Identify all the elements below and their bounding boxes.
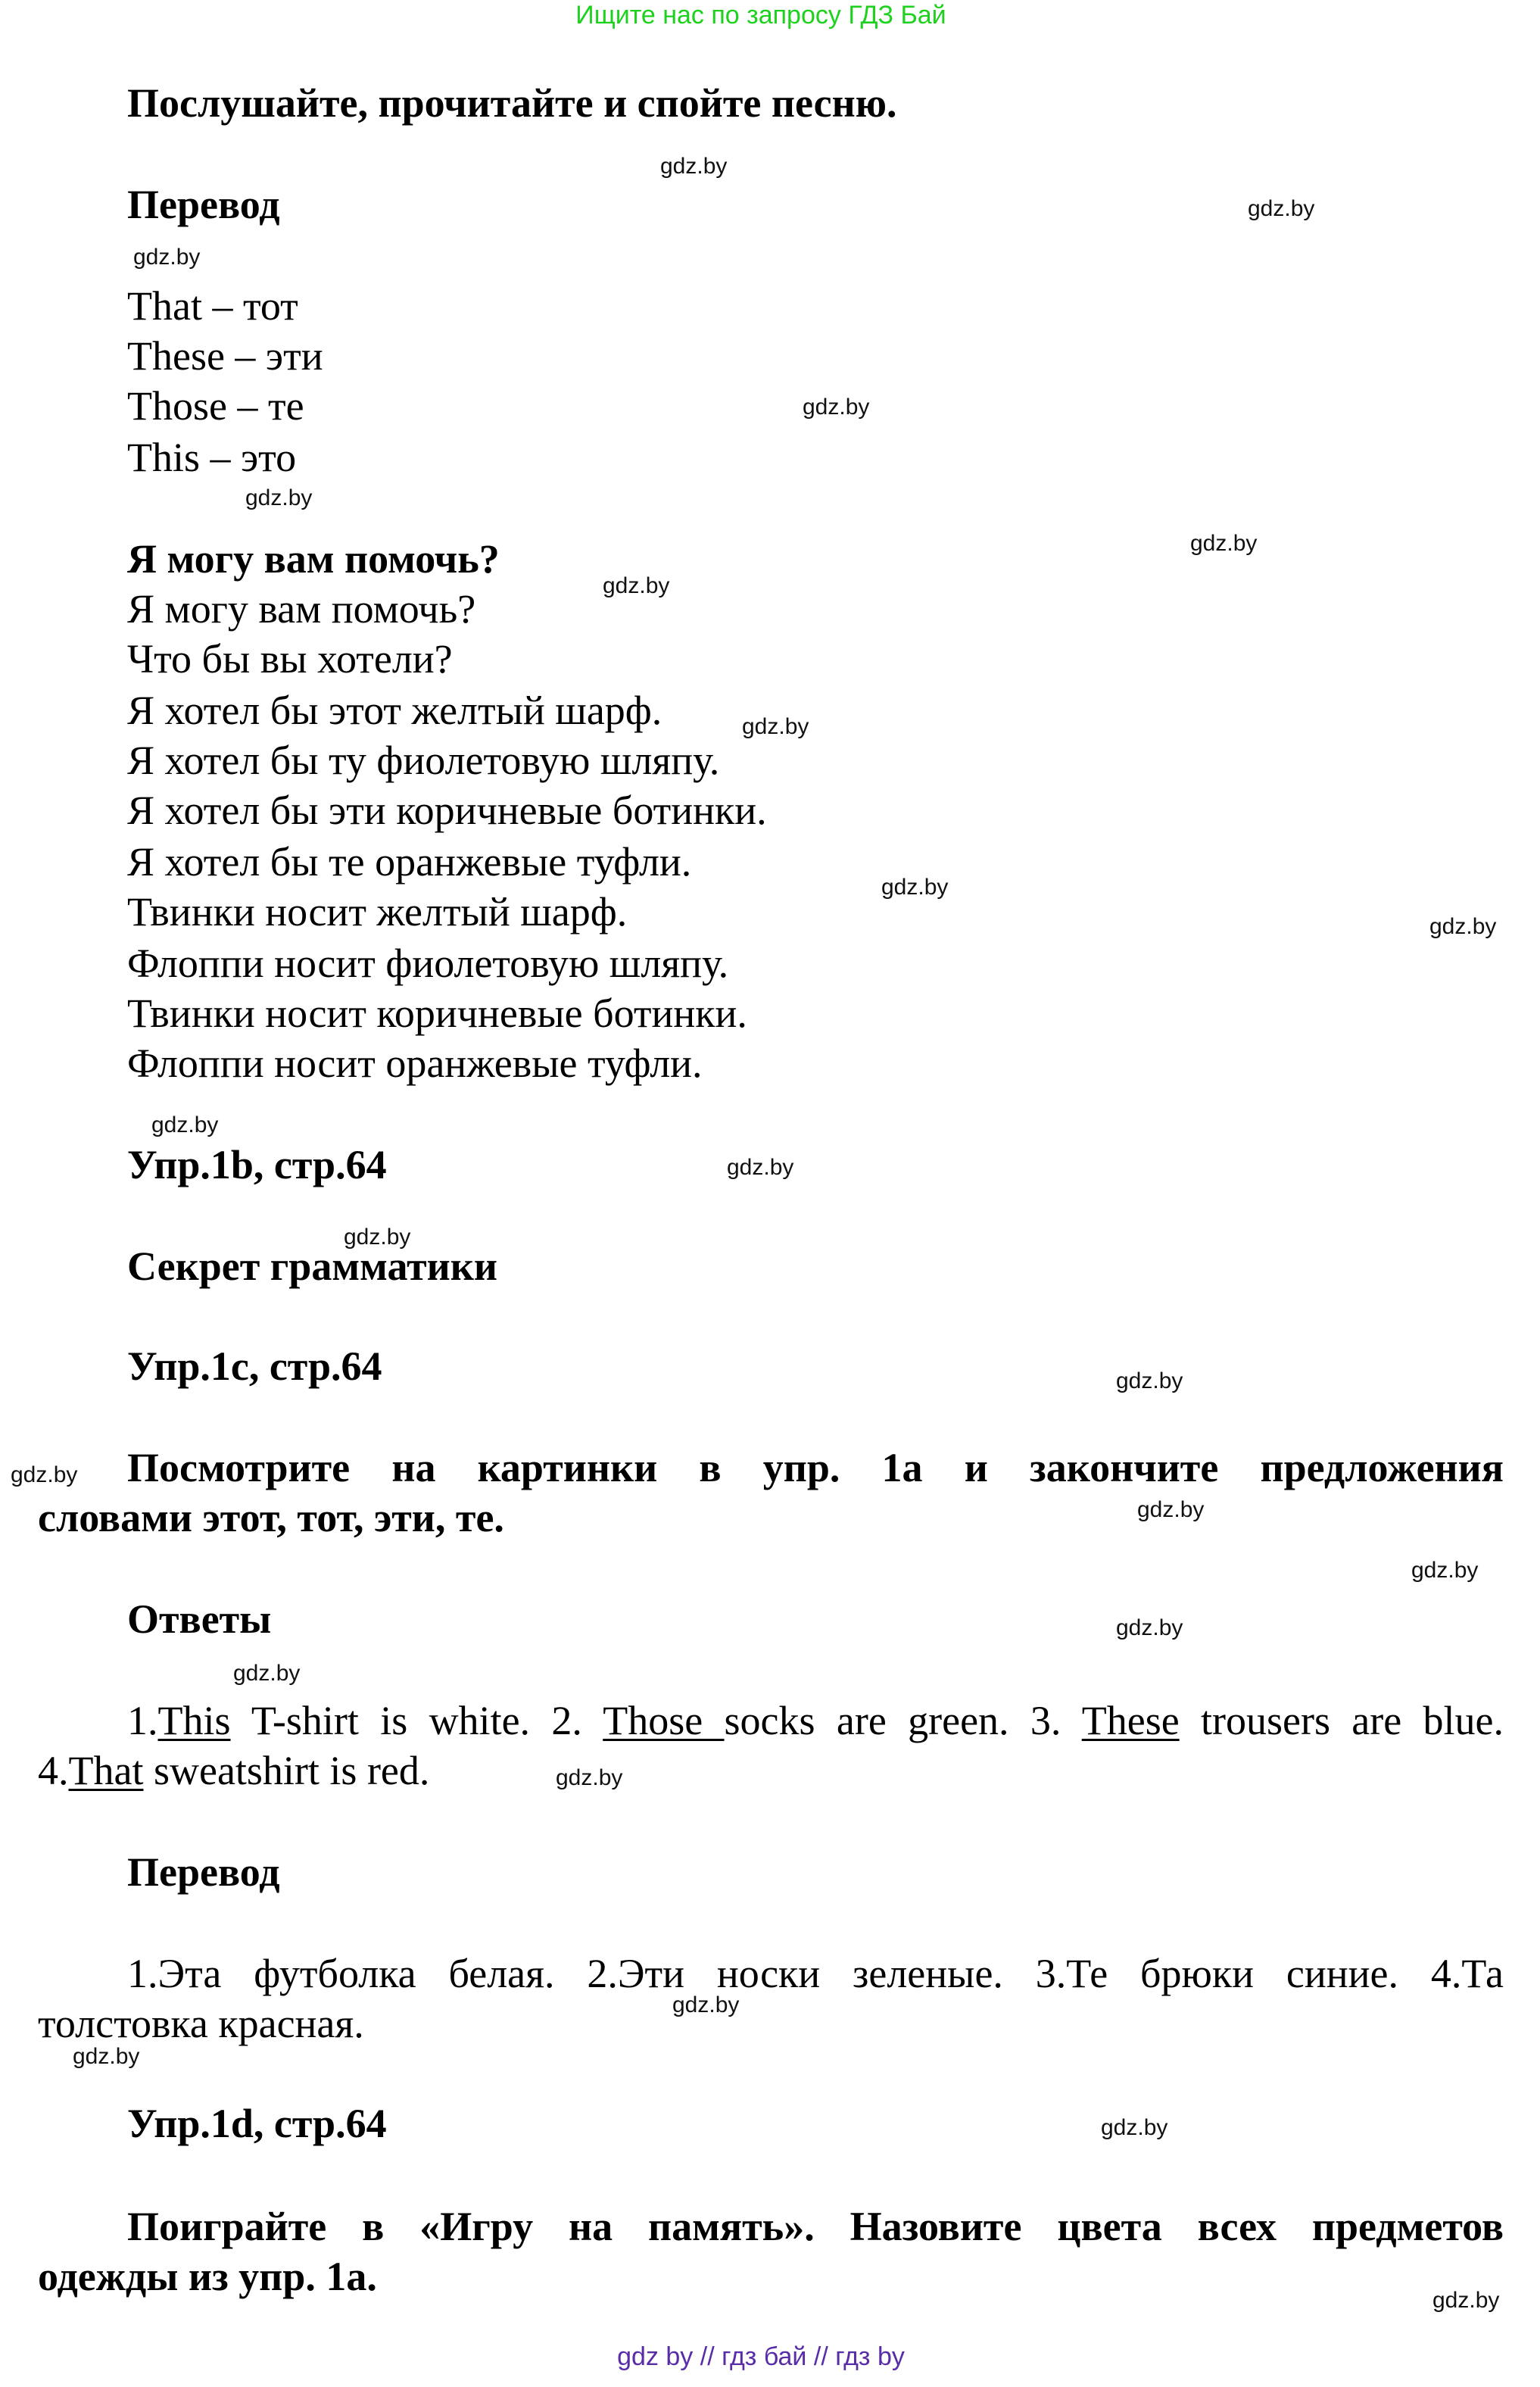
translation-heading-2: Перевод bbox=[127, 1849, 280, 1895]
answer-text: 4. bbox=[38, 1748, 69, 1793]
ex1b-heading: Упр.1b, стр.64 bbox=[127, 1142, 387, 1187]
answer-word: That bbox=[68, 1748, 144, 1793]
song-line: Твинки носит желтый шарф. bbox=[127, 889, 628, 935]
watermark: gdz.by bbox=[1411, 1558, 1479, 1583]
watermark: gdz.by bbox=[603, 573, 670, 598]
answer-text: trousers are blue. bbox=[1179, 1698, 1504, 1743]
watermark: gdz.by bbox=[133, 245, 201, 270]
watermark: gdz.by bbox=[1101, 2115, 1168, 2140]
answer-text: sweatshirt is red. bbox=[143, 1748, 430, 1793]
ex1b-subheading: Секрет грамматики bbox=[127, 1243, 497, 1289]
watermark: gdz.by bbox=[727, 1155, 794, 1180]
song-line: Я хотел бы эти коричневые ботинки. bbox=[127, 788, 767, 833]
ex1d-heading: Упр.1d, стр.64 bbox=[127, 2101, 387, 2146]
answer-word: These bbox=[1081, 1698, 1180, 1743]
watermark: gdz.by bbox=[742, 714, 809, 739]
translation-line2: толстовка красная. bbox=[38, 2001, 364, 2046]
watermark: gdz.by bbox=[245, 485, 313, 510]
ex1c-heading: Упр.1c, стр.64 bbox=[127, 1343, 382, 1389]
translation-heading: Перевод bbox=[127, 182, 280, 227]
watermark: gdz.by bbox=[151, 1112, 219, 1137]
vocab-item: Those – те bbox=[127, 383, 304, 429]
ex1d-instruction-line1: Поиграйте в «Игру на память». Назовите цвета всех предметов bbox=[127, 2204, 1504, 2249]
song-line: Флоппи носит оранжевые туфли. bbox=[127, 1041, 703, 1086]
answer-text: socks are green. 3. bbox=[724, 1698, 1082, 1743]
watermark: gdz.by bbox=[660, 154, 728, 179]
watermark: gdz.by bbox=[1190, 531, 1258, 556]
answers-line1 bbox=[127, 1696, 1504, 1746]
vocab-item: This – это bbox=[127, 435, 297, 480]
watermark: gdz.by bbox=[1137, 1497, 1205, 1522]
watermark: gdz.by bbox=[1116, 1615, 1183, 1640]
song-title: Я могу вам помочь? bbox=[127, 536, 500, 582]
watermark: gdz.by bbox=[11, 1462, 78, 1487]
song-line: Я хотел бы ту фиолетовую шляпу. bbox=[127, 738, 720, 783]
watermark: gdz.by bbox=[233, 1661, 301, 1686]
song-line: Я хотел бы этот желтый шарф. bbox=[127, 688, 662, 733]
ex1c-instruction-line2: словами этот, тот, эти, те. bbox=[38, 1495, 504, 1540]
watermark: gdz.by bbox=[1432, 2288, 1500, 2313]
translation-line1: 1.Эта футболка белая. 2.Эти носки зеленые. 3.Те брюки синие. 4.Та bbox=[127, 1951, 1504, 1996]
ex1d-instruction-line2: одежды из упр. 1а. bbox=[38, 2254, 377, 2299]
watermark: gdz.by bbox=[1116, 1368, 1183, 1393]
song-line: Флоппи носит фиолетовую шляпу. bbox=[127, 941, 729, 986]
answer-text: T-shirt is white. 2. bbox=[230, 1698, 603, 1743]
answers-line2 bbox=[38, 1746, 429, 1796]
answers-heading: Ответы bbox=[127, 1596, 272, 1642]
vocab-item: That – тот bbox=[127, 283, 298, 329]
watermark: gdz.by bbox=[73, 2044, 140, 2069]
answer-text: 1. bbox=[127, 1698, 158, 1743]
song-line: Что бы вы хотели? bbox=[127, 636, 453, 682]
footer-banner[interactable]: gdz by // гдз бай // гдз by bbox=[617, 2342, 905, 2371]
answer-word: This bbox=[157, 1698, 231, 1743]
vocab-item: These – эти bbox=[127, 333, 323, 379]
watermark: gdz.by bbox=[803, 395, 870, 420]
watermark: gdz.by bbox=[672, 1992, 740, 2017]
watermark: gdz.by bbox=[1429, 914, 1497, 939]
song-line: Я могу вам помочь? bbox=[127, 586, 476, 632]
header-banner[interactable]: Ищите нас по запросу ГДЗ Бай bbox=[575, 1, 946, 30]
song-line: Я хотел бы те оранжевые туфли. bbox=[127, 839, 692, 885]
ex1c-instruction-line1: Посмотрите на картинки в упр. 1а и закончите предложения bbox=[127, 1445, 1504, 1490]
song-instruction: Послушайте, прочитайте и спойте песню. bbox=[127, 80, 897, 126]
watermark: gdz.by bbox=[556, 1765, 623, 1790]
song-line: Твинки носит коричневые ботинки. bbox=[127, 991, 747, 1036]
watermark: gdz.by bbox=[1248, 196, 1315, 221]
watermark: gdz.by bbox=[344, 1225, 411, 1250]
watermark: gdz.by bbox=[881, 875, 949, 900]
answer-word: Those bbox=[603, 1698, 725, 1743]
